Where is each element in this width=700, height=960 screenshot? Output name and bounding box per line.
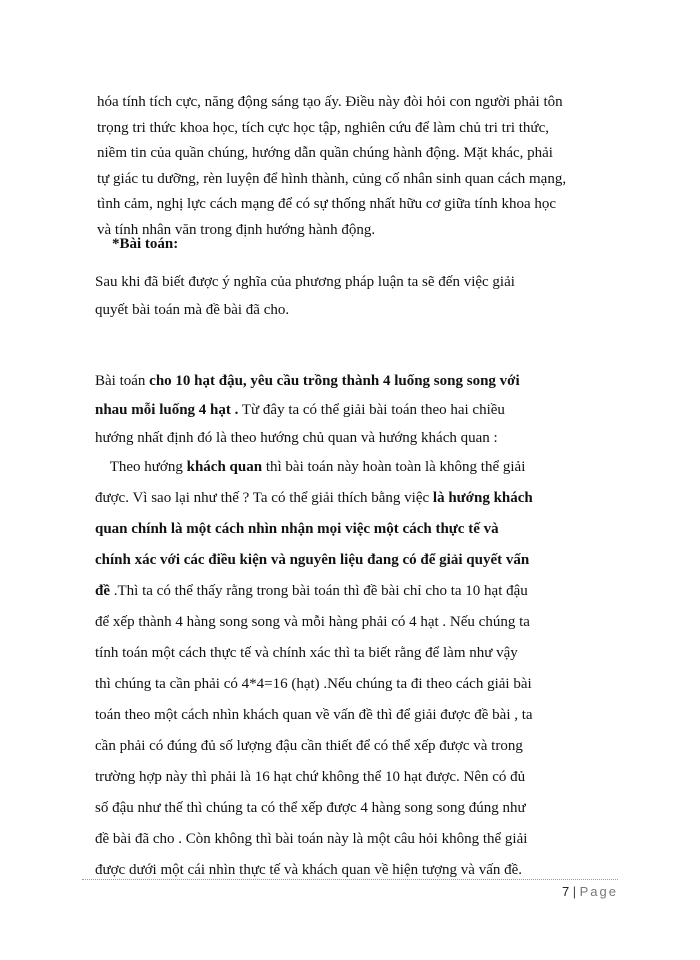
paragraph-objective	[95, 452, 575, 886]
text-line: được dưới một cái nhìn thực tế và khách quan về hiện tượng và vấn đề.	[95, 862, 523, 878]
text-line: đề bài đã cho . Còn không thì bài toán này là một câu hỏi không thể giải	[95, 831, 528, 847]
text-line: số đậu như thế thì chúng ta có thể xếp được 4 hàng song song đúng như	[95, 800, 526, 816]
bold-text-run: đề	[95, 583, 110, 599]
text-line: Sau khi đã biết được ý nghĩa của phương pháp luận ta sẽ đến việc giải	[95, 274, 515, 290]
text-run: Theo hướng	[95, 459, 187, 475]
text-line: trường hợp này thì phải là 16 hạt chứ không thể 10 hạt được. Nên có đủ	[95, 769, 526, 785]
bold-text-line: quan chính là một cách nhìn nhận mọi việc một cách thực tế và	[95, 521, 499, 537]
paragraph-intro	[97, 90, 583, 243]
text-line: để xếp thành 4 hàng song song và mỗi hàng phải có 4 hạt . Nếu chúng ta	[95, 614, 530, 630]
text-line	[95, 452, 575, 483]
text-line	[95, 483, 575, 514]
page-number: 7	[562, 884, 570, 899]
text-run: Bài toán	[95, 373, 150, 389]
text-run: được. Vì sao lại như thế ? Ta có thể giải thích bằng việc	[95, 490, 433, 506]
section-heading: *Bài toán:	[112, 236, 179, 252]
bold-text-run: khách quan	[186, 459, 263, 475]
text-line: tự giác tu dưỡng, rèn luyện để hình thành, củng cố nhân sinh quan cách mạng,	[97, 170, 567, 187]
paragraph-method	[95, 268, 575, 324]
bold-text-run: là hướng khách	[432, 490, 533, 506]
text-line: toán theo một cách nhìn khách quan về vấn đề thì để giải được đề bài , ta	[95, 707, 533, 723]
text-line	[95, 396, 575, 425]
text-line: tình cảm, nghị lực cách mạng để có sự thống nhất hữu cơ giữa tính khoa học	[97, 196, 557, 212]
bold-text-run: cho 10 hạt đậu, yêu cầu trồng thành 4 luống song song với	[149, 373, 520, 389]
text-line: hóa tính tích cực, năng động sáng tạo ấy. Điều này đòi hỏi con người phải tôn	[97, 94, 563, 110]
text-line	[95, 367, 575, 396]
text-line	[95, 576, 575, 607]
text-run: .Thì ta có thể thấy rằng trong bài toán thì đề bài chỉ cho ta 10 hạt đậu	[110, 583, 528, 599]
text-line: quyết bài toán mà đề bài đã cho.	[95, 302, 290, 318]
page-label: Page	[579, 884, 618, 899]
text-run: Từ đây ta có thể giải bài toán theo hai chiều	[238, 401, 505, 418]
bold-text-run: nhau mỗi luống 4 hạt .	[95, 401, 239, 418]
text-run: thì bài toán này hoàn toàn là không thể giải	[262, 459, 526, 475]
text-line: hướng nhất định đó là theo hướng chủ quan và hướng khách quan :	[95, 430, 498, 446]
text-line: thì chúng ta cần phải có 4*4=16 (hạt) .Nếu chúng ta đi theo cách giải bài	[95, 676, 532, 692]
footer-divider	[82, 879, 618, 880]
text-line: niềm tin của quần chúng, hướng dẫn quần chúng hành động. Mặt khác, phải	[97, 145, 553, 161]
text-line: tính toán một cách thực tế và chính xác thì ta biết rằng để làm như vậy	[95, 645, 518, 661]
text-line: và tính nhân văn trong định hướng hành động.	[97, 221, 376, 238]
text-line: trọng tri thức khoa học, tích cực học tập, nghiên cứu để làm chủ tri tri thức,	[97, 119, 549, 136]
paragraph-problem	[95, 367, 575, 453]
bold-text-line: chính xác với các điều kiện và nguyên liệu đang có để giải quyết vấn	[95, 552, 530, 568]
footer-separator: |	[572, 884, 577, 899]
page-footer	[562, 884, 618, 899]
text-line: cần phải có đúng đủ số lượng đậu cần thiết để có thể xếp được và trong	[95, 738, 523, 754]
